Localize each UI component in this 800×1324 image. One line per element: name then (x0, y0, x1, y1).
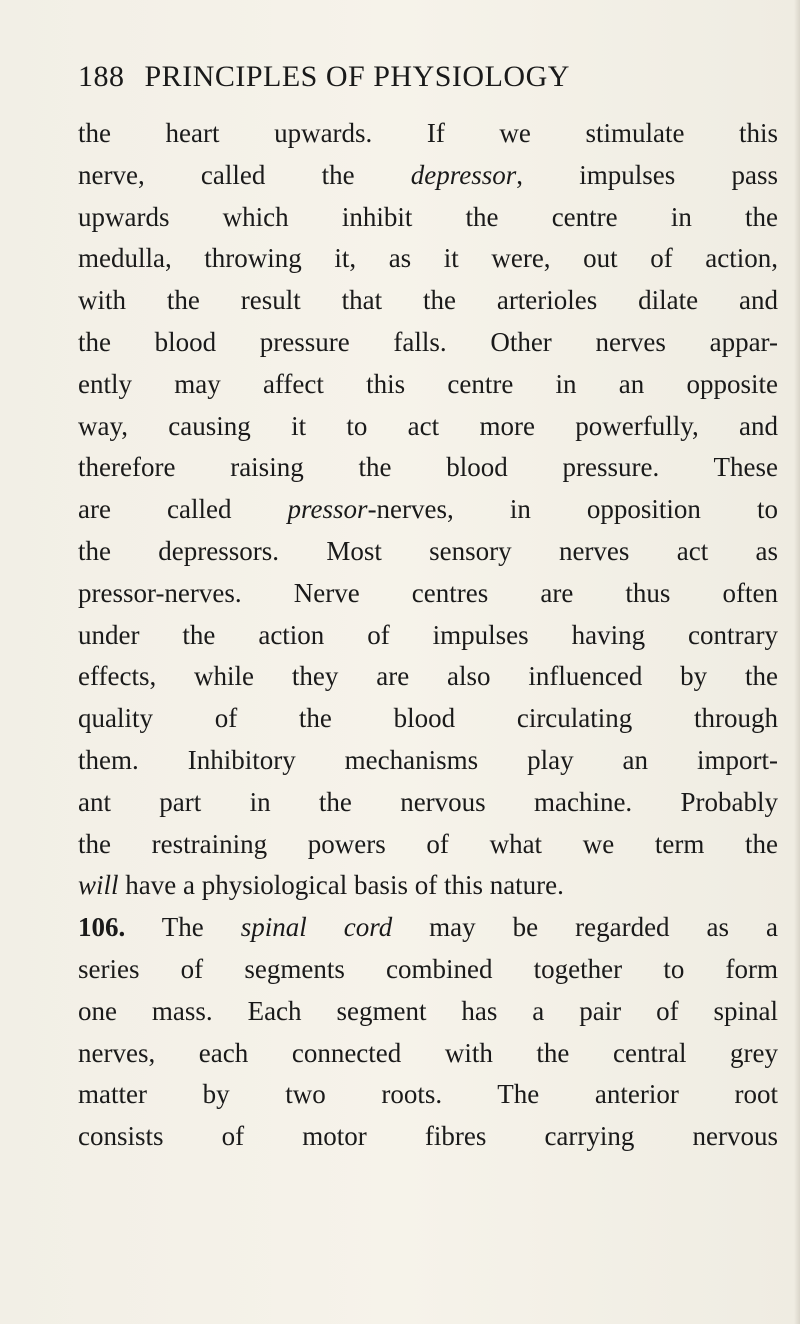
text-line: are called pressor-nerves, in opposition to (78, 494, 778, 525)
running-title: PRINCIPLES OF PHYSIOLOGY (144, 60, 570, 93)
text-line: the restraining powers of what we term the (78, 828, 778, 859)
text-line: the heart upwards. If we stimulate this (78, 118, 778, 148)
text-line: one mass. Each segment has a pair of spinal (78, 995, 778, 1026)
text-line: upwards which inhibit the centre in the (78, 201, 778, 232)
body-text (78, 113, 778, 1158)
text-line: nerves, each connected with the central grey (78, 1037, 778, 1068)
text-line: with the result that the arterioles dilate and (78, 285, 778, 316)
text-line: consists of motor fibres carrying nervous (78, 1121, 778, 1152)
text-line: under the action of impulses having contrary (78, 619, 778, 650)
italic-term: spinal cord (240, 912, 393, 943)
text-line: series of segments combined together to form (78, 953, 778, 984)
text-line: ant part in the nervous machine. Probably (78, 786, 778, 817)
text-line: them. Inhibitory mechanisms play an import- (78, 744, 778, 775)
section-number: 106. (78, 912, 126, 943)
text-line: effects, while they are also influenced by the (78, 661, 778, 692)
text-line: the depressors. Most sensory nerves act as (78, 535, 778, 566)
text-line: ently may affect this centre in an opposite (78, 368, 778, 399)
text-line: matter by two roots. The anterior root (78, 1079, 778, 1110)
text-line: the blood pressure falls. Other nerves appar- (78, 326, 778, 357)
running-head (78, 60, 570, 94)
text-line: will have a physiological basis of this nature. (78, 870, 564, 901)
text-line: pressor-nerves. Nerve centres are thus often (78, 577, 778, 608)
section-106-start: 106. The spinal cord may be regarded as a (78, 912, 778, 943)
text-line: nerve, called the depressor, impulses pass (78, 159, 778, 190)
italic-term: pressor (287, 494, 368, 525)
italic-term: depressor (410, 159, 517, 190)
page-number: 188 (78, 60, 125, 93)
text-line: quality of the blood circulating through (78, 703, 778, 734)
text-line: therefore raising the blood pressure. These (78, 452, 778, 483)
page-edge-shadow (794, 0, 800, 1324)
italic-term: will (78, 870, 119, 901)
text-line: way, causing it to act more powerfully, and (78, 410, 778, 441)
text-line: medulla, throwing it, as it were, out of action, (78, 243, 778, 274)
